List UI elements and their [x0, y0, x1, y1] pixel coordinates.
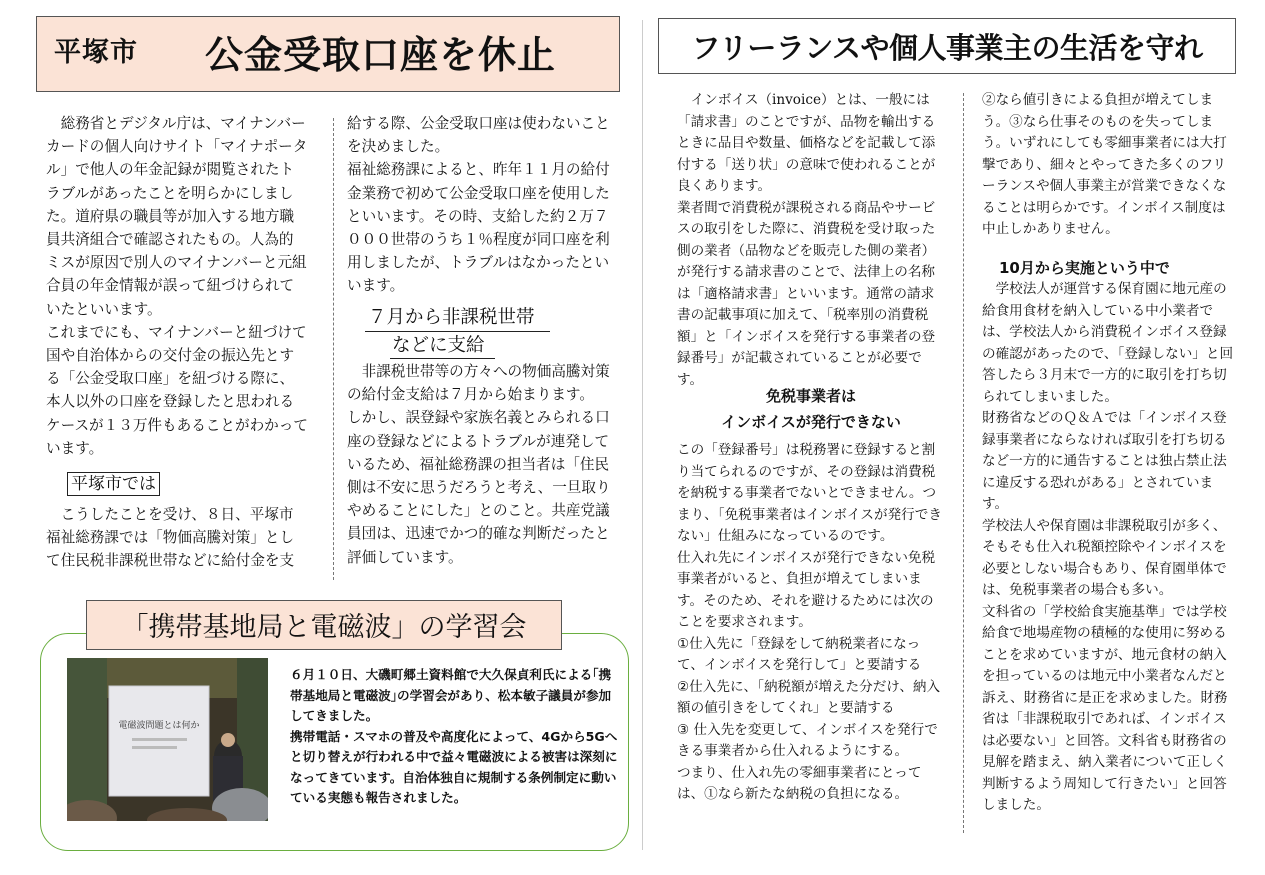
study-session-photo	[67, 658, 268, 821]
study-session-title: 「携帯基地局と電磁波」の学習会	[121, 612, 527, 643]
right-subheading-1-line1: 免税事業者は	[765, 387, 856, 405]
left-headline-title: 公金受取口座を休止	[205, 33, 557, 77]
right-subheading-1-line2: インボイスが発行できない	[721, 413, 901, 431]
right-subheading-2: 10月から実施という中で	[999, 259, 1170, 277]
subheading-underline	[365, 331, 550, 332]
right-article-col2-text: ②なら値引きによる負担が増えてしまう。③なら仕事そのものを失ってしまう。いずれにしても零細事業者には大打撃であり、細々とやってきた多くのフリーランスや個人事業主が営業できなくなることは明らかです。インボイス制度は中止しかありません。	[982, 92, 1227, 237]
right-column-divider	[963, 93, 964, 833]
left-article-col2-text-b: 非課税世帯等の方々への物価高騰対策の給付金支給は７月から始まります。 しかし、誤登録や家族名義とみられる口座の登録などによるトラブルが連発しているため、福祉総務課の担当者は「住民側は不安に思うだろうと考え、一旦取りやめることにした」とのこと。共産党議員団は、迅速でかつ的確な判断だったと評価しています。	[347, 363, 611, 566]
subheading-line1: ７月から非課税世帯	[368, 307, 535, 328]
study-session-text: ６月１０日、大磯町郷土資料館で大久保貞利氏による｢携帯基地局と電磁波｣の学習会があり、松本敏子議員が参加してきました。 携帯電話・スマホの普及や高度化によって、4Gから5Gへと切り替えが行われる中で益々電磁波による被害は深刻になってきています。自治体独自に規制する条例制定に動いている実態も報告されました。	[290, 667, 618, 805]
right-headline-title: フリーランスや個人事業主の生活を守れ	[691, 31, 1203, 65]
left-headline-city: 平塚市	[54, 37, 138, 68]
left-article-col2-text: 給する際、公金受取口座は使わないことを決めました。 福祉総務課によると、昨年１１月の給付金業務で初めて公金受取口座を使用したといいます。その時、支給した約２万７０００世帯のうち１％程度が同口座を利用しましたが、トラブルはなかったといいます。	[347, 115, 610, 295]
slide-title: 電磁波問題とは何か	[118, 721, 200, 731]
subheading-underline-2	[390, 358, 495, 359]
right-article-col1-text-b: この「登録番号」は税務署に登録すると割り当てられるのですが、その登録は消費税を納税する事業者でないとできません。つまり、「免税事業者はインボイスが発行できない」仕組みになっているのです。 仕入れ先にインボイスが発行できない免税事業者がいると、負担が増えてしまいます。そのため、それを避けるためには次のことを要求されます。 ①仕入先に「登録をして納税業者になって、インボイスを発行して」と要請する ②仕入先に、「納税額が増えた分だけ、納入額の値引きをしてくれ」と要請する ③ 仕入先を変更して、インボイスを発行できる事業者から仕入れるようにする。 つまり、仕入れ先の零細事業者にとっては、①なら新たな納税の負担になる。	[677, 442, 942, 802]
column-divider	[333, 118, 334, 580]
page-center-divider	[642, 20, 643, 850]
section-heading-hiratsuka: 平塚市では	[67, 472, 160, 496]
left-article-col1-text: 総務省とデジタル庁は、マイナンバーカードの個人向けサイト「マイナポータル」で他人の年金記録が閲覧されたトラブルがあったことを明らかにしました。道府県の職員等が加入する地方職員共済組合で確認されたもの。人為的ミスが原因で別人のマイナンバーと元組合員の年金情報が誤って紐づけられていたといいます。 これまでにも、マイナンバーと紐づけて国や自治体からの交付金の振込先とする「公金受取口座」を紐づける際に、本人以外の口座を登録したと思われるケースが１３万件もあることがわかっています。	[46, 115, 308, 457]
right-article-col1-text: インボイス（invoice）とは、一般には「請求書」のことですが、品物を輸出するときに品目や数量、価格などを記載して添付する「送り状」の意味で使われることが良くあります。 業者間で消費税が課税される商品やサービスの取引をした際に、消費税を受け取った側の業者（品物などを販売した側の業者）が発行する請求書のことで、法律上の名称は「適格請求書」といいます。通常の請求書の記載事項に加えて、「税率別の消費税額」と「インボイスを発行する事業者の登録番号」が記載されていることが必要です。	[677, 92, 936, 388]
right-article-col2-text-b: 学校法人が運営する保育園に地元産の給食用食材を納入している中小業者では、学校法人から消費税インボイス登録の確認があったので、「登録しない」と回答したら３月末で一方的に取引を打ち切られてしまいました。 財務省などのＱ＆Ａでは「インボイス登録事業者にならなければ取引を打ち切るなど一方的に通告することは独占禁止法に違反する恐れがある」とされています。 学校法人や保育園は非課税取引が多く、そもそも仕入れ税額控除やインボイスを必要としない場合もあり、保育園単体では、免税事業者の場合も多い。 文科省の「学校給食実施基準」では学校給食で地場産物の積極的な使用に努めることを求めていますが、地元食材の納入を担っているのは地元中小業者なんだと訴え、財務省に是正を求めました。財務省は「非課税取引であれば、インボイスは必要ない」と回答。文科省も財務省の見解を踏まえ、納入業者について正しく判断するよう周知して行きたい」と回答しました。	[982, 281, 1234, 813]
left-article-col1-text-b: こうしたことを受け、８日、平塚市福祉総務課では「物価高騰対策」として住民税非課税世帯などに給付金を支	[46, 506, 295, 570]
subheading-line2: などに支給	[392, 335, 485, 356]
